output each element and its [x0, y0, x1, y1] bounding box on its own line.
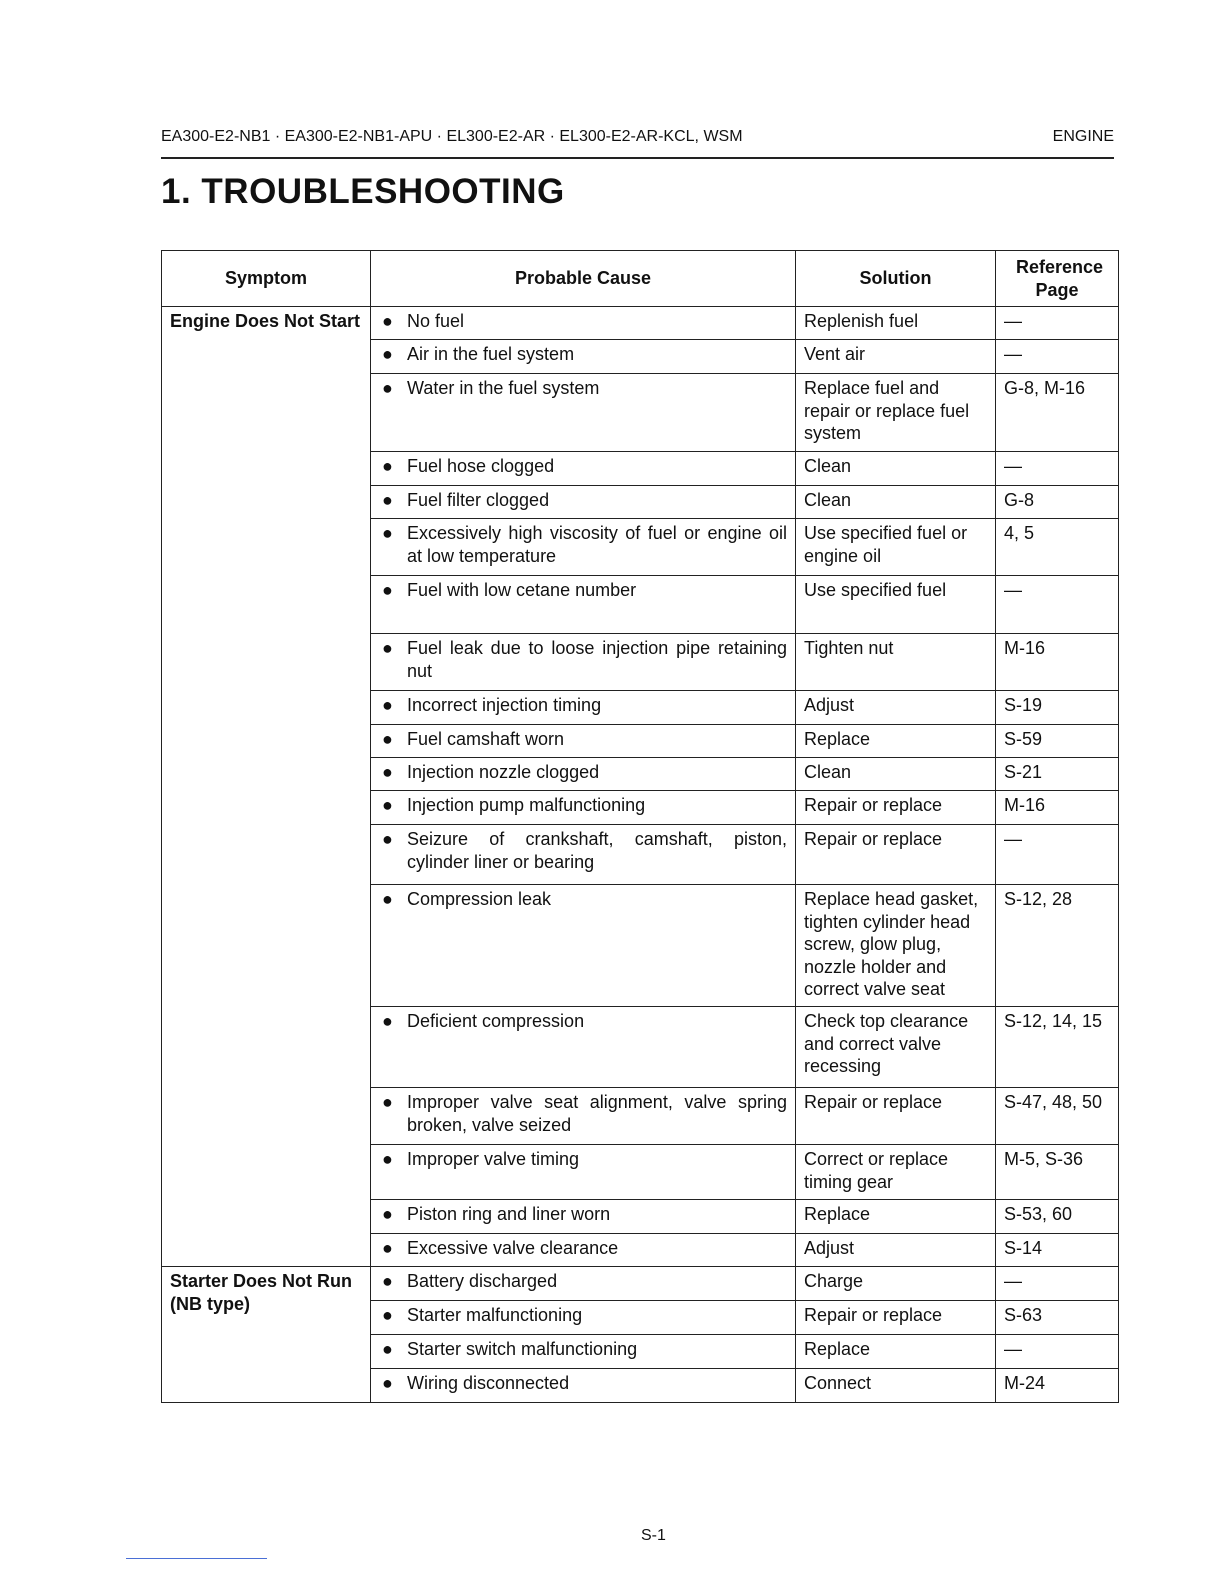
reference-cell: S-59: [996, 725, 1119, 758]
solution-cell: Clean: [796, 486, 996, 519]
bullet-icon: ●: [382, 795, 393, 815]
solution-cell: Repair or replace: [796, 1088, 996, 1145]
cause-cell: [371, 1301, 796, 1335]
solution-cell: Clean: [796, 452, 996, 486]
cause-text: Fuel leak due to loose injection pipe retaining nut: [407, 638, 787, 681]
table-row: [162, 307, 1119, 340]
col-reference-page: Reference Page: [996, 251, 1119, 307]
solution-cell: Replace: [796, 1335, 996, 1369]
cause-cell: [371, 725, 796, 758]
solution-cell: Tighten nut: [796, 634, 996, 691]
cause-cell: [371, 634, 796, 691]
symptom-cell: Starter Does Not Run (NB type): [162, 1267, 371, 1403]
solution-cell: Repair or replace: [796, 791, 996, 825]
reference-cell: 4, 5: [996, 519, 1119, 576]
cause-cell: [371, 519, 796, 576]
cause-text: Fuel hose clogged: [407, 456, 555, 476]
bullet-icon: ●: [382, 490, 393, 510]
reference-cell: S-63: [996, 1301, 1119, 1335]
reference-cell: —: [996, 1335, 1119, 1369]
cause-cell: [371, 1007, 796, 1088]
cause-text: Improper valve seat alignment, valve spring broken, valve seized: [407, 1092, 787, 1135]
solution-cell: Vent air: [796, 340, 996, 374]
reference-cell: M-16: [996, 791, 1119, 825]
bullet-icon: ●: [382, 1092, 393, 1112]
reference-cell: S-14: [996, 1234, 1119, 1267]
solution-cell: Repair or replace: [796, 1301, 996, 1335]
bullet-icon: ●: [382, 456, 393, 476]
table-row: [162, 1267, 1119, 1301]
cause-text: Starter malfunctioning: [407, 1305, 583, 1325]
cause-cell: [371, 576, 796, 634]
bullet-icon: ●: [382, 1238, 393, 1258]
table-header-row: [162, 251, 1119, 307]
cause-text: Air in the fuel system: [407, 344, 575, 364]
cause-text: Improper valve timing: [407, 1149, 580, 1169]
bullet-icon: ●: [382, 1373, 393, 1393]
solution-cell: Clean: [796, 758, 996, 791]
cause-text: Wiring disconnected: [407, 1373, 570, 1393]
solution-cell: Adjust: [796, 1234, 996, 1267]
bullet-icon: ●: [382, 1011, 393, 1031]
footer-link-line: [126, 1558, 267, 1559]
solution-cell: Use specified fuel: [796, 576, 996, 634]
cause-text: Water in the fuel system: [407, 378, 600, 398]
cause-text: No fuel: [407, 311, 465, 331]
reference-cell: M-24: [996, 1369, 1119, 1403]
cause-text: Deficient compression: [407, 1011, 585, 1031]
cause-cell: [371, 307, 796, 340]
solution-cell: Correct or replace timing gear: [796, 1145, 996, 1200]
cause-cell: [371, 1234, 796, 1267]
solution-cell: Replenish fuel: [796, 307, 996, 340]
symptom-cell: Engine Does Not Start: [162, 307, 371, 1267]
reference-cell: —: [996, 576, 1119, 634]
cause-cell: [371, 1200, 796, 1234]
col-solution: Solution: [796, 251, 996, 307]
cause-text: Incorrect injection timing: [407, 695, 602, 715]
col-probable-cause: Probable Cause: [371, 251, 796, 307]
reference-cell: S-53, 60: [996, 1200, 1119, 1234]
reference-cell: S-21: [996, 758, 1119, 791]
cause-text: Starter switch malfunctioning: [407, 1339, 638, 1359]
solution-cell: Replace head gasket, tighten cylinder head screw, glow plug, nozzle holder and correct valve seat: [796, 885, 996, 1007]
cause-cell: [371, 452, 796, 486]
reference-cell: M-5, S-36: [996, 1145, 1119, 1200]
cause-text: Fuel camshaft worn: [407, 729, 565, 749]
troubleshooting-table: [161, 250, 1119, 1403]
solution-cell: Adjust: [796, 691, 996, 725]
cause-cell: [371, 825, 796, 885]
bullet-icon: ●: [382, 1204, 393, 1224]
cause-text: Battery discharged: [407, 1271, 558, 1291]
bullet-icon: ●: [382, 638, 393, 658]
reference-cell: S-19: [996, 691, 1119, 725]
bullet-icon: ●: [382, 1339, 393, 1359]
bullet-icon: ●: [382, 580, 393, 600]
reference-cell: S-12, 14, 15: [996, 1007, 1119, 1088]
cause-cell: [371, 885, 796, 1007]
cause-text: Fuel filter clogged: [407, 490, 550, 510]
cause-cell: [371, 758, 796, 791]
page-number: S-1: [641, 1527, 666, 1544]
reference-cell: —: [996, 307, 1119, 340]
cause-cell: [371, 1267, 796, 1301]
cause-text: Piston ring and liner worn: [407, 1204, 611, 1224]
page-title: 1. TROUBLESHOOTING: [161, 172, 565, 211]
cause-cell: [371, 374, 796, 452]
bullet-icon: ●: [382, 378, 393, 398]
cause-cell: [371, 691, 796, 725]
solution-cell: Check top clearance and correct valve recessing: [796, 1007, 996, 1088]
col-symptom: Symptom: [162, 251, 371, 307]
cause-text: Fuel with low cetane number: [407, 580, 637, 600]
solution-cell: Replace: [796, 1200, 996, 1234]
cause-text: Compression leak: [407, 889, 552, 909]
bullet-icon: ●: [382, 695, 393, 715]
cause-cell: [371, 791, 796, 825]
cause-cell: [371, 1145, 796, 1200]
solution-cell: Connect: [796, 1369, 996, 1403]
solution-cell: Repair or replace: [796, 825, 996, 885]
solution-cell: Replace fuel and repair or replace fuel system: [796, 374, 996, 452]
solution-cell: Replace: [796, 725, 996, 758]
bullet-icon: ●: [382, 762, 393, 782]
solution-cell: Use specified fuel or engine oil: [796, 519, 996, 576]
cause-cell: [371, 1335, 796, 1369]
cause-text: Excessive valve clearance: [407, 1238, 619, 1258]
header-section: ENGINE: [1052, 128, 1114, 145]
bullet-icon: ●: [382, 523, 393, 543]
reference-cell: —: [996, 452, 1119, 486]
cause-text: Injection nozzle clogged: [407, 762, 600, 782]
reference-cell: —: [996, 340, 1119, 374]
cause-text: Injection pump malfunctioning: [407, 795, 646, 815]
reference-cell: —: [996, 825, 1119, 885]
reference-cell: G-8, M-16: [996, 374, 1119, 452]
cause-cell: [371, 340, 796, 374]
reference-cell: —: [996, 1267, 1119, 1301]
bullet-icon: ●: [382, 829, 393, 849]
bullet-icon: ●: [382, 1305, 393, 1325]
reference-cell: S-12, 28: [996, 885, 1119, 1007]
cause-text: Seizure of crankshaft, camshaft, piston, cylinder liner or bearing: [407, 829, 787, 872]
header-rule: [161, 157, 1114, 159]
cause-cell: [371, 1088, 796, 1145]
reference-cell: G-8: [996, 486, 1119, 519]
solution-cell: Charge: [796, 1267, 996, 1301]
reference-cell: S-47, 48, 50: [996, 1088, 1119, 1145]
reference-cell: M-16: [996, 634, 1119, 691]
cause-cell: [371, 486, 796, 519]
bullet-icon: ●: [382, 311, 393, 331]
bullet-icon: ●: [382, 889, 393, 909]
bullet-icon: ●: [382, 1271, 393, 1291]
cause-text: Excessively high viscosity of fuel or engine oil at low temperature: [407, 523, 787, 566]
bullet-icon: ●: [382, 729, 393, 749]
cause-cell: [371, 1369, 796, 1403]
bullet-icon: ●: [382, 1149, 393, 1169]
bullet-icon: ●: [382, 344, 393, 364]
header-models: EA300-E2-NB1 · EA300-E2-NB1-APU · EL300-E2-AR · EL300-E2-AR-KCL, WSM: [161, 128, 743, 145]
